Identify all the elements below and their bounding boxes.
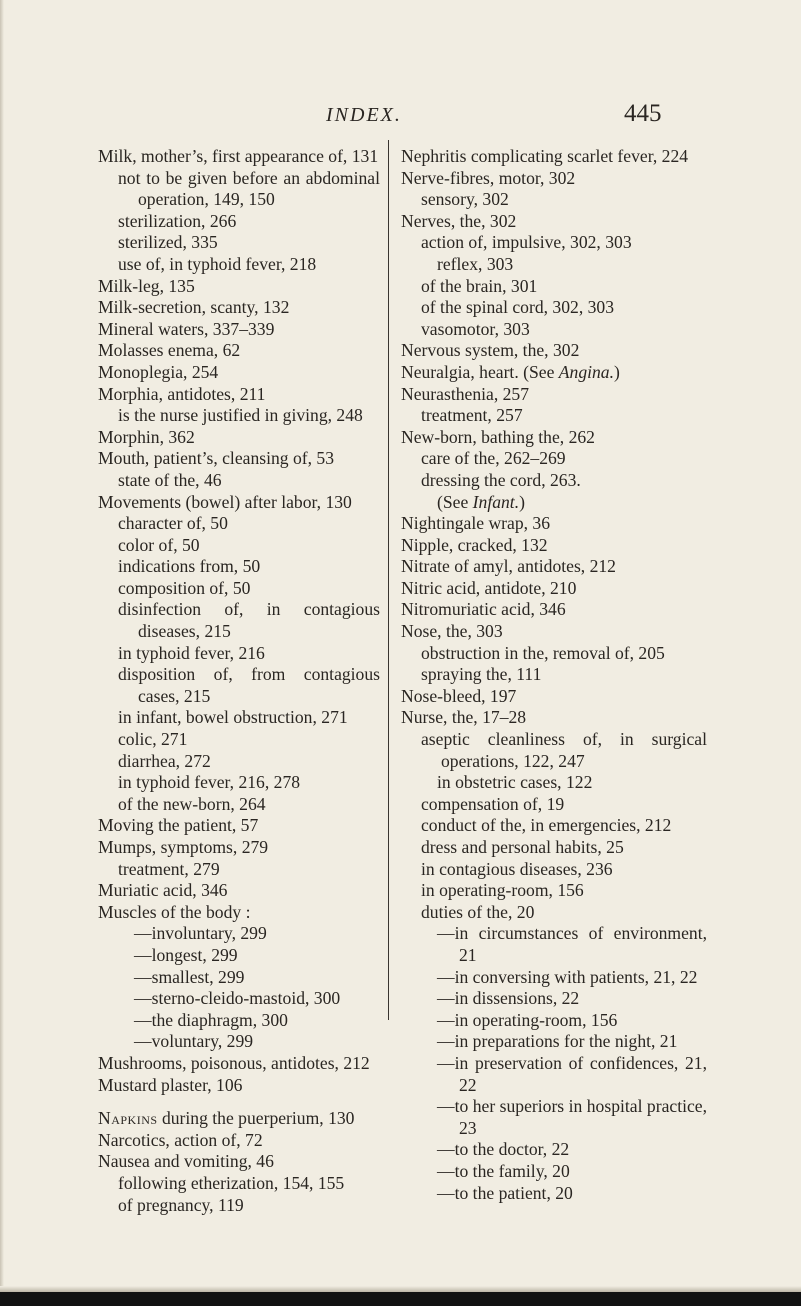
- index-subentry: [401, 1161, 707, 1183]
- entry-text: Neurasthenia, 257: [401, 383, 530, 404]
- entry-text: —to the family, 20: [437, 1160, 570, 1181]
- index-subentry: [98, 168, 380, 211]
- cross-reference: Infant.: [472, 491, 520, 512]
- entry-text: —longest, 299: [134, 944, 238, 965]
- entry-text: following etherization, 154, 155: [118, 1172, 345, 1193]
- entry-text: disposition of, from contagious cases, 215: [118, 664, 380, 706]
- index-subentry: [98, 232, 380, 254]
- entry-text: treatment, 279: [118, 858, 220, 879]
- column-divider: [388, 140, 389, 1020]
- entry-text: diarrhea, 272: [118, 750, 211, 771]
- index-subentry: [401, 492, 707, 514]
- index-entry: [98, 340, 380, 362]
- index-subentry: [98, 988, 380, 1010]
- index-entry: [98, 362, 380, 384]
- entry-text: Milk, mother’s, first appearance of, 131: [98, 146, 379, 166]
- entry-text: compensation of, 19: [421, 793, 565, 814]
- entry-text: of the brain, 301: [421, 275, 538, 296]
- entry-text: Nervous system, the, 302: [401, 340, 580, 361]
- index-entry: [401, 707, 707, 729]
- entry-text: Mouth, patient’s, cleansing of, 53: [98, 448, 335, 469]
- index-entry: [401, 340, 707, 362]
- index-entry: [98, 427, 380, 449]
- index-entry: [98, 1130, 380, 1152]
- index-entry: [98, 902, 380, 924]
- entry-text-tail: ): [519, 491, 525, 512]
- index-subentry: [98, 1195, 380, 1217]
- entry-text: —involuntary, 299: [134, 923, 267, 944]
- index-subentry: [98, 556, 380, 578]
- entry-text: Monoplegia, 254: [98, 361, 219, 382]
- entry-text: colic, 271: [118, 729, 188, 750]
- index-subentry: [401, 837, 707, 859]
- index-subentry: [98, 729, 380, 751]
- entry-text: during the puerperium, 130: [157, 1108, 355, 1129]
- entry-text: Morphin, 362: [98, 426, 195, 447]
- index-entry: [98, 319, 380, 341]
- entry-text: in contagious diseases, 236: [421, 858, 613, 879]
- entry-text: Nitromuriatic acid, 346: [401, 599, 566, 620]
- index-subentry: [98, 535, 380, 557]
- index-entry: [98, 1151, 380, 1173]
- index-subentry: [98, 751, 380, 773]
- entry-text: disinfection of, in contagious diseases, 215: [118, 599, 380, 642]
- index-subentry: [401, 794, 707, 816]
- index-entry: [98, 1108, 380, 1130]
- index-entry: [98, 492, 380, 514]
- index-column-left: [98, 146, 380, 1216]
- entry-text: Nephritis complicating scarlet fever, 224: [401, 146, 689, 166]
- entry-text: Mushrooms, poisonous, antidotes, 212: [98, 1052, 370, 1073]
- entry-text: Nightingale wrap, 36: [401, 513, 551, 534]
- index-subentry: [98, 470, 380, 492]
- index-subentry: [98, 254, 380, 276]
- entry-text: spraying the, 111: [421, 664, 542, 685]
- index-subentry: [401, 254, 707, 276]
- entry-text: indications from, 50: [118, 556, 261, 577]
- index-subentry: [98, 405, 380, 427]
- index-entry: [401, 211, 707, 233]
- index-entry: [401, 686, 707, 708]
- entry-text: Mumps, symptoms, 279: [98, 837, 269, 857]
- index-subentry: [401, 664, 707, 686]
- section-gap: [98, 1096, 380, 1108]
- index-subentry: [98, 578, 380, 600]
- index-subentry: [98, 1010, 380, 1032]
- index-subentry: [401, 1010, 707, 1032]
- index-entry: [98, 384, 380, 406]
- index-subentry: [401, 923, 707, 966]
- index-subentry: [98, 923, 380, 945]
- entry-text: character of, 50: [118, 513, 228, 534]
- index-entry: [98, 146, 380, 168]
- entry-text: Movements (bowel) after labor, 130: [98, 491, 352, 512]
- entry-text: Nose-bleed, 197: [401, 685, 517, 706]
- entry-text: Nerve-fibres, motor, 302: [401, 167, 576, 188]
- entry-text: composition of, 50: [118, 577, 251, 598]
- entry-text: in typhoid fever, 216: [118, 642, 265, 663]
- index-entry: [98, 1075, 380, 1097]
- entry-text: Muscles of the body :: [98, 901, 251, 922]
- entry-text: Mineral waters, 337–339: [98, 318, 275, 339]
- index-entry: [401, 535, 707, 557]
- page-number: 445: [624, 100, 662, 127]
- index-subentry: [401, 859, 707, 881]
- index-entry: [98, 448, 380, 470]
- entry-text: Neuralgia, heart. (See: [401, 361, 559, 382]
- entry-text: obstruction in the, removal of, 205: [421, 642, 665, 663]
- entry-text: in infant, bowel obstruction, 271: [118, 707, 348, 728]
- entry-text: care of the, 262–269: [421, 448, 566, 469]
- entry-text: action of, impulsive, 302, 303: [421, 232, 632, 253]
- entry-text: reflex, 303: [437, 253, 514, 274]
- entry-lead-term: Napkins: [98, 1108, 158, 1129]
- entry-text: (See: [437, 491, 473, 512]
- entry-text: Milk-secretion, scanty, 132: [98, 297, 290, 318]
- entry-text: sterilized, 335: [118, 232, 218, 253]
- index-subentry: [98, 643, 380, 665]
- page-left-edge-shadow: [0, 0, 4, 1306]
- entry-text: Moving the patient, 57: [98, 815, 259, 836]
- entry-text: sterilization, 266: [118, 210, 237, 231]
- index-subentry: [401, 988, 707, 1010]
- index-entry: [401, 599, 707, 621]
- index-column-right: [401, 146, 707, 1204]
- index-subentry: [401, 232, 707, 254]
- entry-text: in obstetric cases, 122: [437, 772, 593, 793]
- entry-text: —voluntary, 299: [134, 1031, 254, 1052]
- index-subentry: [98, 1173, 380, 1195]
- entry-text: —smallest, 299: [134, 966, 245, 987]
- index-subentry: [98, 859, 380, 881]
- entry-text: vasomotor, 303: [421, 318, 530, 339]
- index-subentry: [401, 448, 707, 470]
- index-subentry: [401, 189, 707, 211]
- entry-text: not to be given before an abdominal operation, 149, 150: [118, 167, 380, 210]
- index-subentry: [401, 1053, 707, 1096]
- index-subentry: [98, 1031, 380, 1053]
- index-entry: [401, 621, 707, 643]
- index-subentry: [98, 967, 380, 989]
- index-entry: [98, 1053, 380, 1075]
- index-subentry: [401, 297, 707, 319]
- index-entry: [401, 578, 707, 600]
- entry-text: aseptic cleanliness of, in surgical operations, 122, 247: [421, 729, 707, 771]
- index-entry: [401, 168, 707, 190]
- index-subentry: [98, 945, 380, 967]
- entry-text: of the new-born, 264: [118, 793, 266, 814]
- index-subentry: [98, 772, 380, 794]
- index-subentry: [401, 1096, 707, 1139]
- entry-text: sensory, 302: [421, 189, 509, 210]
- index-subentry: [401, 470, 707, 492]
- entry-text: state of the, 46: [118, 469, 222, 490]
- index-subentry: [401, 1031, 707, 1053]
- entry-text: —in preservation of confidences, 21, 22: [437, 1052, 707, 1095]
- index-subentry: [98, 664, 380, 707]
- index-subentry: [98, 513, 380, 535]
- index-subentry: [401, 319, 707, 341]
- entry-text-tail: ): [614, 361, 620, 382]
- entry-text: —the diaphragm, 300: [134, 1009, 288, 1030]
- index-entry: [98, 880, 380, 902]
- index-subentry: [401, 729, 707, 772]
- index-subentry: [401, 967, 707, 989]
- entry-text: Nipple, cracked, 132: [401, 534, 548, 555]
- running-title: INDEX.: [326, 104, 402, 126]
- index-subentry: [401, 815, 707, 837]
- entry-text: —in dissensions, 22: [437, 988, 580, 1009]
- index-subentry: [401, 772, 707, 794]
- entry-text: —in circumstances of environment, 21: [437, 923, 707, 965]
- cross-reference: Angina.: [558, 361, 615, 382]
- entry-text: —to the doctor, 22: [437, 1139, 570, 1160]
- entry-text: of the spinal cord, 302, 303: [421, 297, 615, 318]
- index-entry: [401, 362, 707, 384]
- entry-text: in typhoid fever, 216, 278: [118, 772, 301, 793]
- entry-text: Mustard plaster, 106: [98, 1074, 243, 1095]
- index-subentry: [401, 643, 707, 665]
- entry-text: of pregnancy, 119: [118, 1194, 244, 1215]
- entry-text: Muriatic acid, 346: [98, 880, 228, 901]
- running-head: [0, 100, 801, 130]
- index-entry: [98, 815, 380, 837]
- entry-text: Nausea and vomiting, 46: [98, 1151, 274, 1172]
- index-subentry: [98, 211, 380, 233]
- entry-text: Molasses enema, 62: [98, 340, 241, 361]
- entry-text: color of, 50: [118, 534, 200, 555]
- entry-text: dressing the cord, 263.: [421, 469, 581, 490]
- index-subentry: [401, 1183, 707, 1205]
- index-subentry: [401, 880, 707, 902]
- scan-bottom-border: [0, 1292, 801, 1306]
- entry-text: New-born, bathing the, 262: [401, 426, 595, 447]
- entry-text: —to her superiors in hospital practice, 23: [437, 1096, 707, 1138]
- index-entry: [401, 384, 707, 406]
- entry-text: Narcotics, action of, 72: [98, 1129, 263, 1150]
- index-subentry: [401, 902, 707, 924]
- entry-text: Nitrate of amyl, antidotes, 212: [401, 556, 616, 577]
- entry-text: treatment, 257: [421, 405, 523, 426]
- index-entry: [98, 276, 380, 298]
- entry-text: Morphia, antidotes, 211: [98, 383, 266, 404]
- entry-text: is the nurse justified in giving, 248: [118, 405, 363, 426]
- entry-text: —in preparations for the night, 21: [437, 1031, 678, 1052]
- index-subentry: [401, 405, 707, 427]
- entry-text: Milk-leg, 135: [98, 275, 195, 296]
- entry-text: dress and personal habits, 25: [421, 837, 624, 857]
- entry-text: —in conversing with patients, 21, 22: [437, 966, 698, 987]
- index-entry: [401, 427, 707, 449]
- entry-text: in operating-room, 156: [421, 880, 584, 901]
- index-subentry: [401, 276, 707, 298]
- index-entry: [98, 297, 380, 319]
- entry-text: use of, in typhoid fever, 218: [118, 253, 317, 274]
- entry-text: duties of the, 20: [421, 901, 535, 922]
- entry-text: —to the patient, 20: [437, 1182, 573, 1203]
- index-entry: [401, 146, 707, 168]
- entry-text: Nitric acid, antidote, 210: [401, 577, 577, 598]
- index-subentry: [98, 707, 380, 729]
- entry-text: —sterno-cleido-mastoid, 300: [134, 988, 341, 1009]
- entry-text: Nurse, the, 17–28: [401, 707, 527, 728]
- entry-text: Nerves, the, 302: [401, 210, 517, 231]
- index-subentry: [401, 1139, 707, 1161]
- index-subentry: [98, 599, 380, 642]
- index-entry: [401, 513, 707, 535]
- index-entry: [98, 837, 380, 859]
- index-entry: [401, 556, 707, 578]
- entry-text: conduct of the, in emergencies, 212: [421, 815, 672, 836]
- entry-text: Nose, the, 303: [401, 621, 503, 642]
- entry-text: —in operating-room, 156: [437, 1009, 618, 1030]
- index-subentry: [98, 794, 380, 816]
